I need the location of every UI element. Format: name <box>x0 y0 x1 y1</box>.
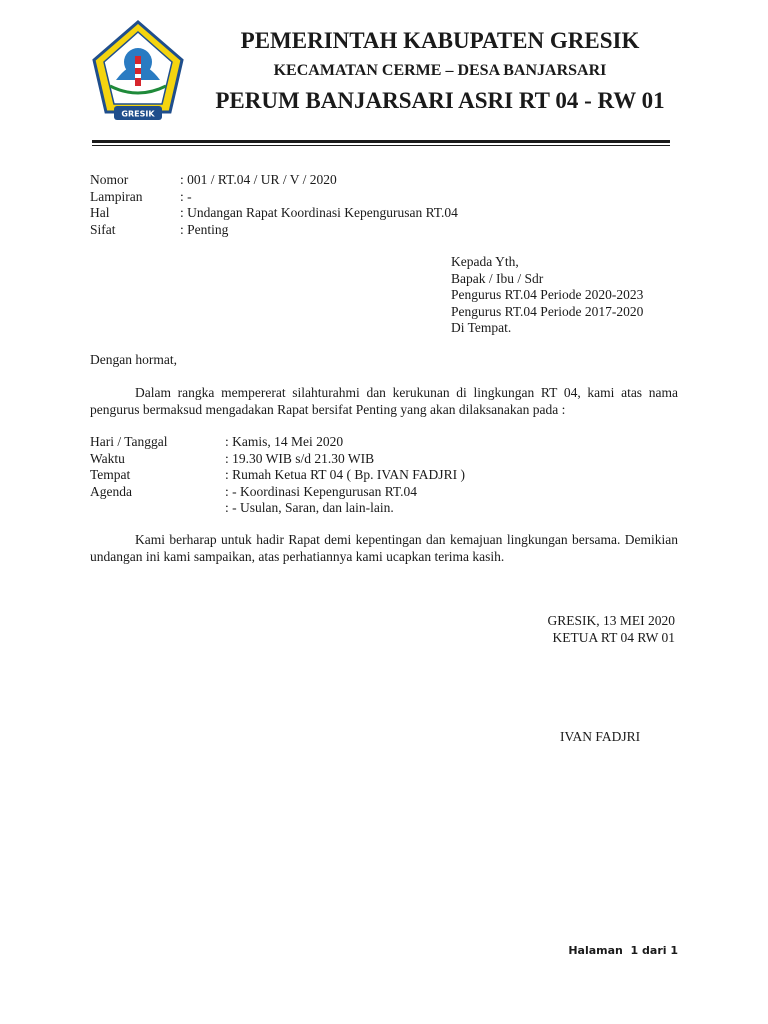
meta-key: Nomor <box>90 172 129 187</box>
signature-title: KETUA RT 04 RW 01 <box>552 629 675 645</box>
event-details <box>90 434 465 517</box>
detail-row-agenda-2 <box>90 500 465 517</box>
recipient-line: Pengurus RT.04 Periode 2017-2020 <box>451 303 644 319</box>
signer-name: IVAN FADJRI <box>560 729 641 744</box>
letterhead-housing: PERUM BANJARSARI ASRI RT 04 - RW 01 <box>215 88 665 113</box>
recipient-line: Kepada Yth, <box>451 254 519 269</box>
gresik-emblem-logo <box>90 20 186 124</box>
detail-key <box>90 500 225 517</box>
page-number-footer: Halaman 1 dari 1 <box>568 944 678 957</box>
signature-place-date: GRESIK, 13 MEI 2020 <box>547 613 675 628</box>
letterhead-district: KECAMATAN CERME – DESA BANJARSARI <box>273 62 607 79</box>
detail-key: Agenda <box>90 483 132 499</box>
detail-row-place <box>90 467 465 484</box>
meta-value: : 001 / RT.04 / UR / V / 2020 <box>180 172 337 187</box>
detail-value: : 19.30 WIB s/d 21.30 WIB <box>225 450 375 466</box>
detail-row-agenda <box>90 484 465 501</box>
detail-value: : Rumah Ketua RT 04 ( Bp. IVAN FADJRI ) <box>225 467 465 482</box>
detail-value: : Kamis, 14 Mei 2020 <box>225 434 344 449</box>
opening-paragraph: Dalam rangka mempererat silahturahmi dan kerukunan di lingkungan RT 04, kami atas nama pengurus bermaksud mengadakan Rapat bersifat Penting yang akan dilaksanakan pada : <box>90 385 678 417</box>
detail-key: Waktu <box>90 450 125 466</box>
detail-value: : - Usulan, Saran, dan lain-lain. <box>225 500 394 515</box>
meta-key: Lampiran <box>90 188 143 204</box>
meta-key: Sifat <box>90 221 116 237</box>
recipient-line: Di Tempat. <box>451 320 512 335</box>
greeting: Dengan hormat, <box>90 352 177 367</box>
detail-key: Hari / Tanggal <box>90 434 168 449</box>
svg-text:GRESIK: GRESIK <box>121 109 155 119</box>
meta-key: Hal <box>90 205 110 220</box>
meta-row-lampiran <box>90 189 458 206</box>
closing-paragraph: Kami berharap untuk hadir Rapat demi kepentingan dan kemajuan lingkungan bersama. Demikian undangan ini kami sampaikan, atas perhatiannya kami ucapkan terima kasih. <box>90 532 678 564</box>
meta-value: : - <box>180 188 192 204</box>
meta-value: : Penting <box>180 221 229 237</box>
detail-key: Tempat <box>90 467 131 482</box>
letter-meta <box>90 172 458 238</box>
detail-row-time <box>90 451 465 468</box>
letterhead <box>190 26 690 116</box>
recipient-block <box>451 254 643 337</box>
meta-row-nomor <box>90 172 458 189</box>
signature-block <box>530 613 675 646</box>
recipient-line: Pengurus RT.04 Periode 2020-2023 <box>451 287 644 302</box>
letterhead-divider-thin <box>92 145 670 146</box>
meta-row-sifat <box>90 222 458 239</box>
meta-row-hal <box>90 205 458 222</box>
detail-row-date <box>90 434 465 451</box>
meta-value: : Undangan Rapat Koordinasi Kepengurusan RT.04 <box>180 205 458 220</box>
letterhead-divider-thick <box>92 140 670 143</box>
letterhead-government: PEMERINTAH KABUPATEN GRESIK <box>240 28 640 53</box>
detail-value: : - Koordinasi Kepengurusan RT.04 <box>225 483 418 499</box>
recipient-line: Bapak / Ibu / Sdr <box>451 270 544 286</box>
